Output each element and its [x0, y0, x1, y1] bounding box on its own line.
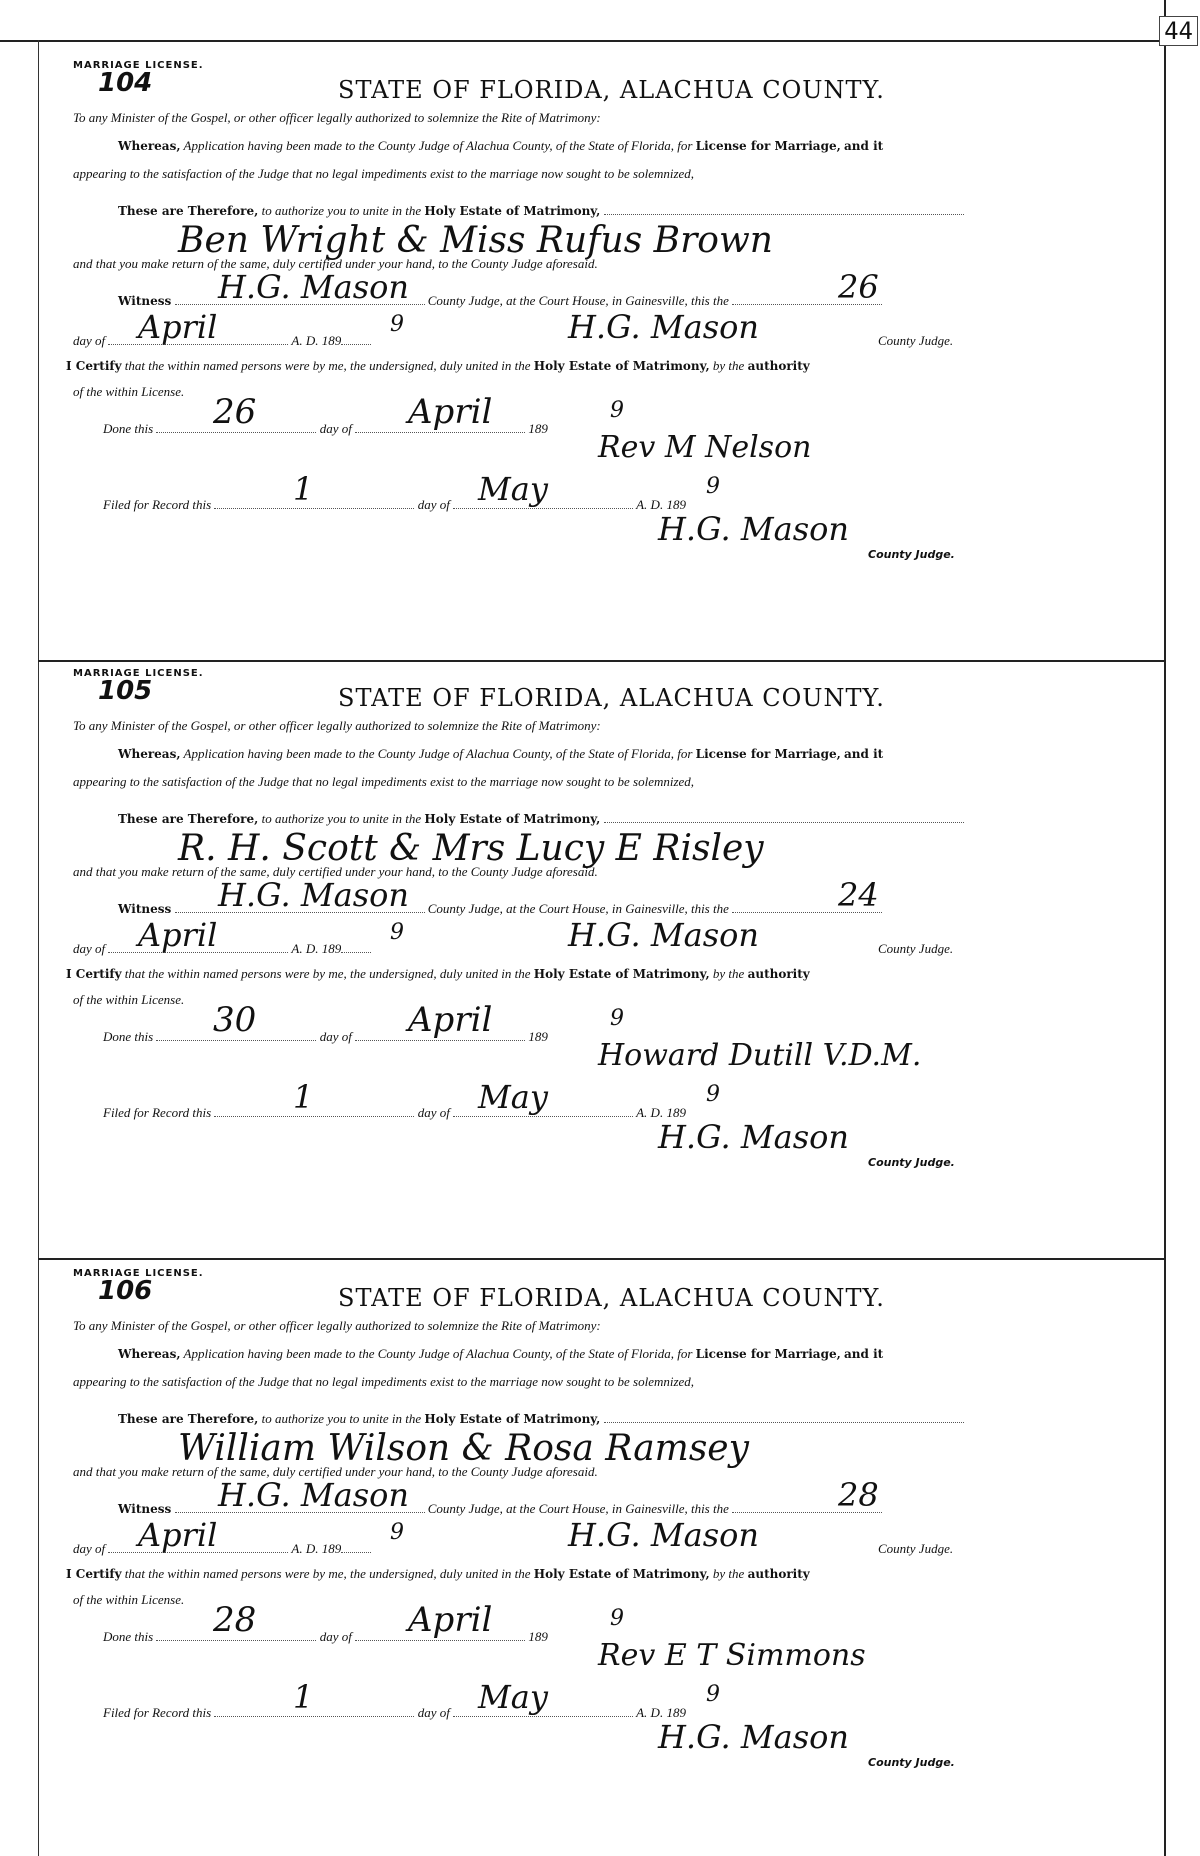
by-the: by the — [712, 966, 745, 981]
officiant-signature: Rev M Nelson — [598, 430, 812, 465]
done-day: 28 — [213, 1600, 257, 1640]
certify-line — [66, 966, 810, 982]
issue-month: April — [138, 916, 218, 954]
license-label: MARRIAGE LICENSE. — [73, 668, 204, 679]
day-of-line — [73, 936, 371, 957]
issue-day: 24 — [838, 876, 879, 914]
filed-label: Filed for Record this — [103, 497, 212, 512]
done-year: 189 — [528, 421, 548, 436]
therefore-line — [118, 198, 964, 219]
filed-month: May — [478, 470, 548, 508]
of-within-license: of the within License. — [73, 1592, 185, 1607]
filed-day-of: day of — [417, 1105, 450, 1120]
ad-label: A. D. 189 — [291, 333, 342, 348]
license-number: 104 — [98, 68, 153, 98]
and-it: and it — [844, 139, 884, 153]
filed-signature: H.G. Mason — [658, 1118, 849, 1156]
done-year: 189 — [528, 1629, 548, 1644]
left-margin-rule — [38, 40, 39, 1856]
form-heading: STATE OF FLORIDA, ALACHUA COUNTY. — [338, 76, 885, 104]
top-rule — [0, 40, 1160, 42]
form-heading: STATE OF FLORIDA, ALACHUA COUNTY. — [338, 684, 885, 712]
filed-day-of: day of — [417, 1705, 450, 1720]
filed-year-digit: 9 — [706, 1682, 720, 1707]
filed-county-judge: County Judge. — [868, 548, 955, 561]
filed-county-judge: County Judge. — [868, 1756, 955, 1769]
whereas-text: Application having been made to the County Judge of Alachua County, of the State of Florida, for — [183, 1346, 693, 1361]
filed-ad: A. D. 189 — [636, 497, 686, 512]
filed-signature: H.G. Mason — [658, 1718, 849, 1756]
therefore-lead: These are Therefore, — [118, 1412, 259, 1426]
witness-label: Witness — [118, 1502, 172, 1516]
filed-label: Filed for Record this — [103, 1105, 212, 1120]
appearing-line: appearing to the satisfaction of the Judge that no legal impediments exist to the marriage now sought to be solemnized, — [73, 1374, 695, 1389]
entry-divider — [38, 660, 1166, 662]
filed-signature: H.G. Mason — [658, 510, 849, 548]
done-month: April — [408, 392, 493, 432]
certify-lead: I Certify — [66, 967, 122, 981]
license-for-marriage: License for Marriage, — [695, 1347, 841, 1361]
authority: authority — [747, 967, 810, 981]
issue-year-digit: 9 — [390, 920, 404, 945]
done-day-of: day of — [319, 1029, 352, 1044]
judge-signature: H.G. Mason — [568, 308, 759, 346]
right-margin-rule — [1164, 0, 1166, 1856]
county-judge-at: County Judge, at the Court House, in Gainesville, this the — [427, 1501, 729, 1516]
parties-names: Ben Wright & Miss Rufus Brown — [178, 220, 773, 261]
by-the: by the — [712, 1566, 745, 1581]
whereas-lead: Whereas, — [118, 139, 181, 153]
done-day: 30 — [213, 1000, 257, 1040]
return-line: and that you make return of the same, duly certified under your hand, to the County Judge aforesaid. — [73, 864, 598, 879]
appearing-line: appearing to the satisfaction of the Judge that no legal impediments exist to the marriage now sought to be solemnized, — [73, 774, 695, 789]
issue-day: 26 — [838, 268, 879, 306]
filed-day: 1 — [293, 1078, 314, 1116]
address-line: To any Minister of the Gospel, or other officer legally authorized to solemnize the Rite of Matrimony: — [73, 110, 601, 125]
filed-day-of: day of — [417, 497, 450, 512]
filed-year-digit: 9 — [706, 1082, 720, 1107]
parties-names: R. H. Scott & Mrs Lucy E Risley — [178, 828, 764, 869]
filed-county-judge: County Judge. — [868, 1156, 955, 1169]
license-for-marriage: License for Marriage, — [695, 139, 841, 153]
issue-year-digit: 9 — [390, 1520, 404, 1545]
certify-text: that the within named persons were by me, the undersigned, duly united in the — [124, 966, 531, 981]
and-it: and it — [844, 1347, 884, 1361]
issue-year-digit: 9 — [390, 312, 404, 337]
whereas-text: Application having been made to the County Judge of Alachua County, of the State of Florida, for — [183, 138, 693, 153]
filed-ad: A. D. 189 — [636, 1705, 686, 1720]
filed-month: May — [478, 1078, 548, 1116]
by-the: by the — [712, 358, 745, 373]
filed-line — [103, 1100, 686, 1121]
therefore-text: to authorize you to unite in the — [261, 811, 422, 826]
parties-names: William Wilson & Rosa Ramsey — [178, 1428, 749, 1469]
of-within-license: of the within License. — [73, 384, 185, 399]
day-of-line — [73, 1536, 371, 1557]
day-of-label: day of — [73, 941, 106, 956]
certify-text: that the within named persons were by me, the undersigned, duly united in the — [124, 1566, 531, 1581]
filed-ad: A. D. 189 — [636, 1105, 686, 1120]
form-heading: STATE OF FLORIDA, ALACHUA COUNTY. — [338, 1284, 885, 1312]
holy-estate-2: Holy Estate of Matrimony, — [533, 967, 710, 981]
therefore-line — [118, 806, 964, 827]
address-line: To any Minister of the Gospel, or other officer legally authorized to solemnize the Rite of Matrimony: — [73, 1318, 601, 1333]
witness-judge-signature: H.G. Mason — [218, 1476, 409, 1514]
officiant-signature: Howard Dutill V.D.M. — [598, 1038, 922, 1073]
judge-signature: H.G. Mason — [568, 1516, 759, 1554]
day-of-label: day of — [73, 1541, 106, 1556]
certify-lead: I Certify — [66, 1567, 122, 1581]
whereas-line — [118, 1346, 883, 1362]
witness-label: Witness — [118, 902, 172, 916]
done-year-digit: 9 — [610, 1606, 624, 1631]
whereas-text: Application having been made to the County Judge of Alachua County, of the State of Florida, for — [183, 746, 693, 761]
done-month: April — [408, 1000, 493, 1040]
appearing-line: appearing to the satisfaction of the Judge that no legal impediments exist to the marriage now sought to be solemnized, — [73, 166, 695, 181]
done-day: 26 — [213, 392, 257, 432]
ad-label: A. D. 189 — [291, 941, 342, 956]
done-this-label: Done this — [103, 1029, 154, 1044]
return-line: and that you make return of the same, duly certified under your hand, to the County Judge aforesaid. — [73, 1464, 598, 1479]
entry-divider — [38, 1258, 1166, 1260]
officiant-signature: Rev E T Simmons — [598, 1638, 866, 1673]
authority: authority — [747, 359, 810, 373]
address-line: To any Minister of the Gospel, or other officer legally authorized to solemnize the Rite of Matrimony: — [73, 718, 601, 733]
whereas-lead: Whereas, — [118, 747, 181, 761]
therefore-line — [118, 1406, 964, 1427]
done-month: April — [408, 1600, 493, 1640]
license-label: MARRIAGE LICENSE. — [73, 60, 204, 71]
county-judge-label: County Judge. — [878, 941, 954, 956]
witness-judge-signature: H.G. Mason — [218, 268, 409, 306]
done-year-digit: 9 — [610, 1006, 624, 1031]
filed-label: Filed for Record this — [103, 1705, 212, 1720]
authority: authority — [747, 1567, 810, 1581]
ad-label: A. D. 189 — [291, 1541, 342, 1556]
whereas-line — [118, 138, 883, 154]
judge-signature: H.G. Mason — [568, 916, 759, 954]
county-judge-at: County Judge, at the Court House, in Gainesville, this the — [427, 901, 729, 916]
therefore-text: to authorize you to unite in the — [261, 1411, 422, 1426]
and-it: and it — [844, 747, 884, 761]
filed-year-digit: 9 — [706, 474, 720, 499]
holy-estate: Holy Estate of Matrimony, — [424, 204, 601, 218]
issue-month: April — [138, 308, 218, 346]
issue-day: 28 — [838, 1476, 879, 1514]
county-judge-at: County Judge, at the Court House, in Gainesville, this the — [427, 293, 729, 308]
county-judge-label: County Judge. — [878, 1541, 954, 1556]
day-of-line — [73, 328, 371, 349]
witness-label: Witness — [118, 294, 172, 308]
holy-estate: Holy Estate of Matrimony, — [424, 812, 601, 826]
therefore-lead: These are Therefore, — [118, 812, 259, 826]
day-of-label: day of — [73, 333, 106, 348]
therefore-text: to authorize you to unite in the — [261, 203, 422, 218]
certify-lead: I Certify — [66, 359, 122, 373]
filed-line — [103, 492, 686, 513]
holy-estate-2: Holy Estate of Matrimony, — [533, 359, 710, 373]
filed-line — [103, 1700, 686, 1721]
county-judge-label: County Judge. — [878, 333, 954, 348]
license-label: MARRIAGE LICENSE. — [73, 1268, 204, 1279]
done-this-label: Done this — [103, 1629, 154, 1644]
done-year: 189 — [528, 1029, 548, 1044]
holy-estate-2: Holy Estate of Matrimony, — [533, 1567, 710, 1581]
issue-month: April — [138, 1516, 218, 1554]
done-this-label: Done this — [103, 421, 154, 436]
certify-text: that the within named persons were by me, the undersigned, duly united in the — [124, 358, 531, 373]
license-number: 105 — [98, 676, 153, 706]
certify-line — [66, 1566, 810, 1582]
done-year-digit: 9 — [610, 398, 624, 423]
filed-month: May — [478, 1678, 548, 1716]
filed-day: 1 — [293, 1678, 314, 1716]
of-within-license: of the within License. — [73, 992, 185, 1007]
therefore-lead: These are Therefore, — [118, 204, 259, 218]
whereas-lead: Whereas, — [118, 1347, 181, 1361]
holy-estate: Holy Estate of Matrimony, — [424, 1412, 601, 1426]
license-for-marriage: License for Marriage, — [695, 747, 841, 761]
done-day-of: day of — [319, 1629, 352, 1644]
filed-day: 1 — [293, 470, 314, 508]
whereas-line — [118, 746, 883, 762]
certify-line — [66, 358, 810, 374]
page-number: 44 — [1159, 16, 1198, 46]
done-day-of: day of — [319, 421, 352, 436]
witness-judge-signature: H.G. Mason — [218, 876, 409, 914]
return-line: and that you make return of the same, duly certified under your hand, to the County Judge aforesaid. — [73, 256, 598, 271]
license-number: 106 — [98, 1276, 153, 1306]
